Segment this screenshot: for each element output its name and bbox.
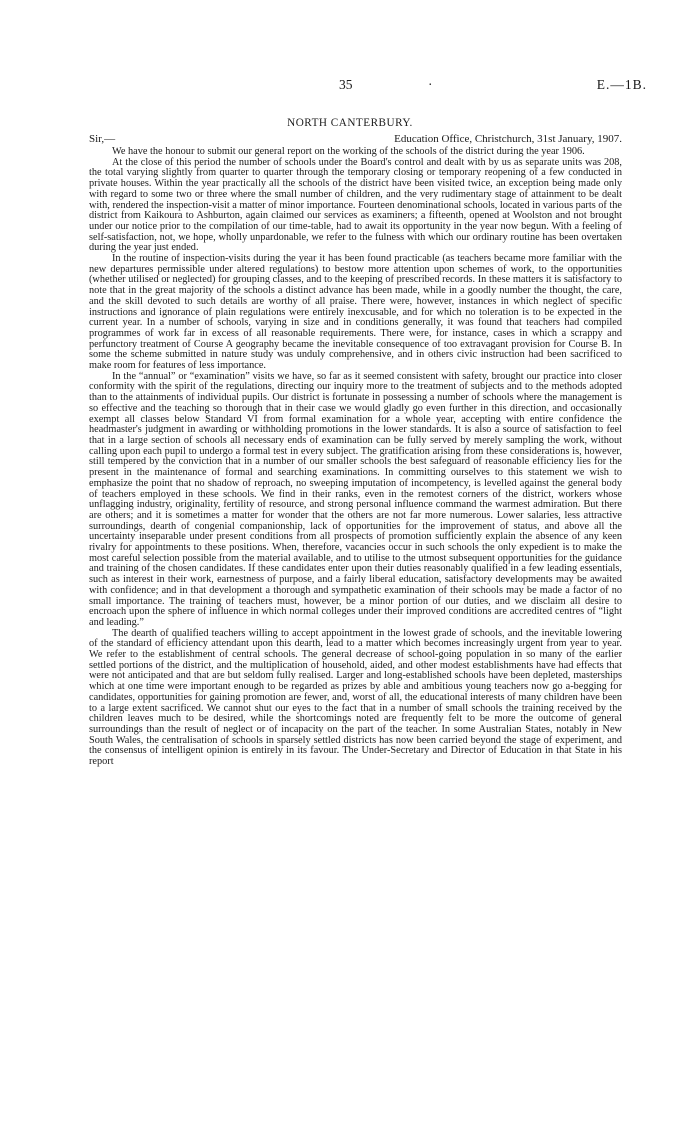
paragraph: In the routine of inspection-visits during the year it has been found practicable (as teachers became more familiar with the new departures permissible under altered regulations) to bestow more attention upon schemes of work, to the opportunities (whether utilised or neglected) for grouping classes, and to the keeping of prescribed records. In these matters it is satisfactory to note that in the great majority of the schools a distinct advance has been made, while in a goodly number the thought, the care, and the skill devoted to such details are worthy of all praise. There were, however, instances in which neglect of specific instructions and ignorance of plain regulations were entirely inexcusable, and for which no toleration is to be expected in the current year. In a number of schools, varying in size and in conditions generally, it was found that teachers had compiled programmes of work far in excess of all reasonable requirements. There were, for instance, cases in which a scrappy and perfunctory treatment of Course A geography became the inevitable consequence of too extravagant provision for Course B. In some the scheme submitted in nature study was unduly comprehensive, and in others civic instruction had been sacrificed to make room for features of less importance. xyxy=(89,253,622,372)
salutation: Sir,— xyxy=(89,133,116,145)
paragraph: At the close of this period the number of schools under the Board's control and dealt with by us as separate units was 208, the total varying slightly from quarter to quarter through the temporary closing or temporary reopening of a few conducted in private houses. Within the year practically all the schools of the district have been visited twice, an exception being made only with regard to some two or three where the small number of children, and the very rudimentary stage of attainment to be dealt with, rendered the inspection-visit a matter of minor importance. Fourteen denominational schools, located in various parts of the district from Kaikoura to Ashburton, again claimed our services as examiners; a fifteenth, opened at Woolston and not brought under our notice prior to the compilation of our time-table, had to await its opportunity in the year now begun. With a feeling of self-satisfaction, not, we hope, wholly unpardonable, we refer to the fulness with which our ordinary routine has been overtaken during the year just ended. xyxy=(89,156,623,254)
paragraph: We have the honour to submit our general report on the working of the schools of the district during the year 1906. xyxy=(112,146,585,157)
paragraph: In the “annual” or “examination” visits we have, so far as it seemed consistent with safety, brought our practice into closer conformity with the spirit of the regulations, directing our inquiry more to the treatment of subjects and to the methods adopted than to the attainments of individual pupils. Our district is fortunate in possessing a number of schools where the management is so effective and the teaching so thorough that in their case we would gladly go even further in this direction, and occasionally exempt all classes below Standard VI from formal examination for a whole year, accepting with entire confidence the headmaster's judgment in awarding or withholding promotions in the lower standards. It is also a source of satisfaction to feel that in a large section of schools all necessary ends of examination can be fully served by merely sampling the work, without calling upon each pupil to undergo a formal test in every subject. The gratification arising from these considerations is, however, still tempered by the conviction that in a number of our smaller schools the best safeguard of reasonable efficiency lies for the present in the maintenance of formal and searching examinations. In committing ourselves to this statement we wish to emphasize the point that no shadow of reproach, no sweeping imputation of incompetency, is levelled against the general body of teachers employed in these schools. We find in their ranks, even in the remotest corners of the district, workers whose unflagging industry, originality, fertility of resource, and strong personal influence command the warmest admiration. But there are others; and it is sometimes a matter for wonder that the others are not far more numerous. Lower salaries, less attractive surroundings, dearth of congenial companionship, lack of opportunities for the improvement of status, and above all the uncertainty inseparable under present conditions from all prospects of promotion sufficiently explain the absence of any keen rivalry for appointments to these positions. When, therefore, vacancies occur in such schools the only expedient is to make the most careful selection possible from the material available, and to utilise to the utmost subsequent opportunities for the guidance and training of the chosen candidates. If these candidates enter upon their duties reasonably qualified in a few leading essentials, such as interest in their work, earnestness of purpose, and a fairly liberal education, satisfactory developments may be awaited with confidence; and in that development a thorough and sympathetic examination of their schools may be made a factor of no small importance. The training of teachers must, however, be a minor portion of our duties, and we disclaim all desire to encroach upon the sphere of influence in which normal colleges under their improved conditions are accredited centres of “light and leading.” xyxy=(89,370,622,628)
dateline: Education Office, Christchurch, 31st January, 1907. xyxy=(394,133,622,145)
header-separator: · xyxy=(428,77,433,92)
page-number: 35 xyxy=(339,77,353,92)
paragraph: The dearth of qualified teachers willing to accept appointment in the lowest grade of schools, and the inevitable lowering of the standard of efficiency attendant upon this dearth, lead to a matter which becomes increasingly urgent from year to year. We refer to the establishment of central schools. The general decrease of school-going population in so many of the earlier settled portions of the district, and the multiplication of household, aided, and other modest establishments have had effects that were not anticipated and that are but seldom fully realised. Larger and long-established schools have been depleted, masterships which at one time were important enough to be regarded as prizes by able and ambitious young teachers now go a-begging for candidates, opportunities for gaining promotion are fewer, and, worst of all, the educational interests of many children have been to a large extent sacrificed. We cannot shut our eyes to the fact that in a number of small schools the training received by the children leaves much to be desired, while the shortcomings noted are frequently felt to be more the outcome of general surroundings than the result of neglect or of incapacity on the part of the teacher. In some Australian States, notably in New South Wales, the centralisation of schools in sparsely settled districts has now been carried beyond the stage of experiment, and the consensus of intelligent opinion is entirely in its favour. The Under-Secretary and Director of Education in that State in his report xyxy=(89,627,622,768)
salutation-row xyxy=(89,133,622,147)
report-body xyxy=(89,147,622,768)
report-code: E.—1B. xyxy=(596,77,647,92)
page-header xyxy=(0,77,700,97)
section-title: NORTH CANTERBURY. xyxy=(287,117,413,129)
